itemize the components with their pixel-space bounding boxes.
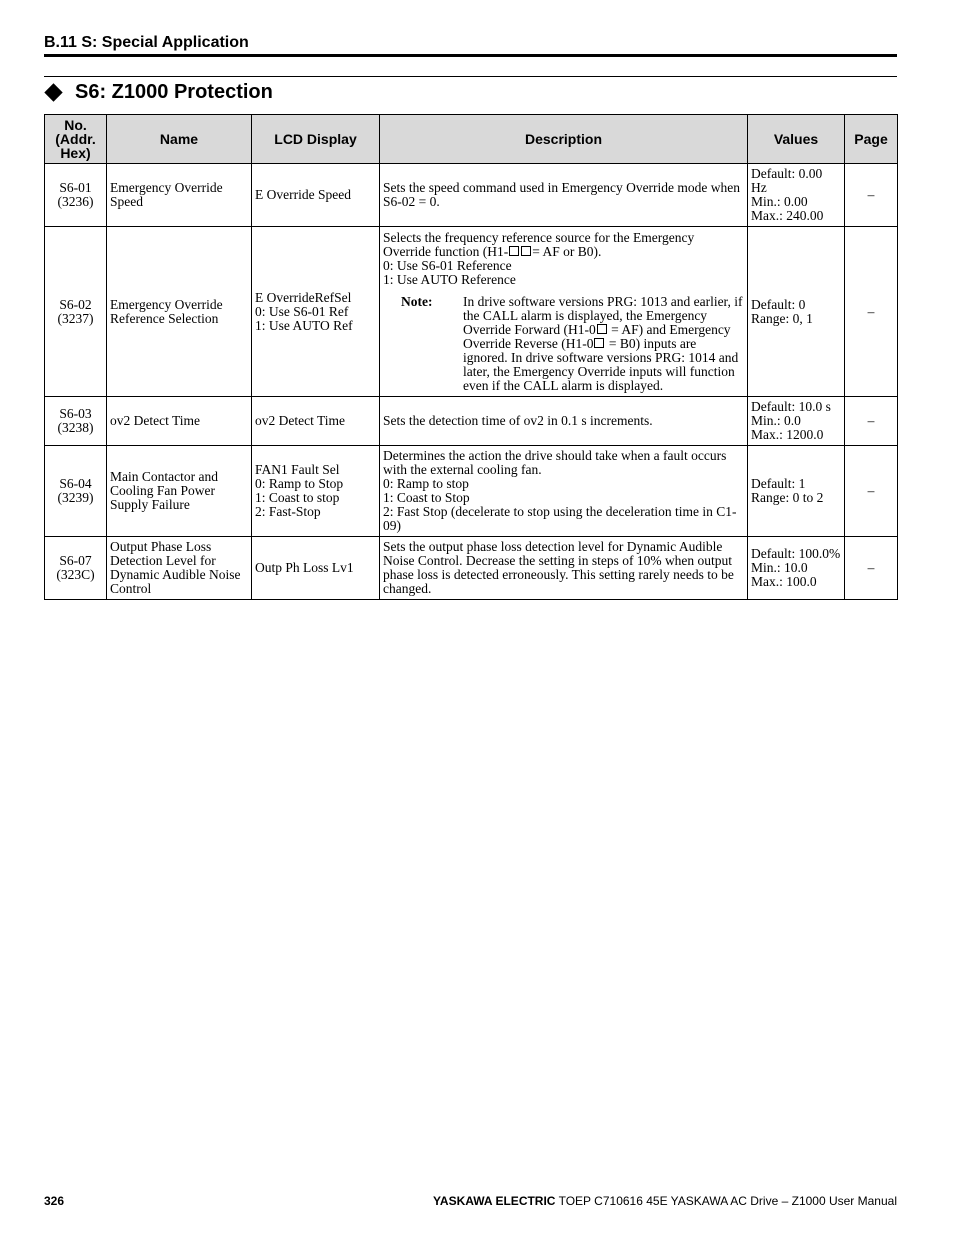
description-line: 0: Use S6-01 Reference <box>383 257 512 273</box>
description-line: 1: Coast to Stop <box>383 490 470 505</box>
param-name: Emergency Override Reference Selection <box>107 227 252 397</box>
param-number: S6-04 <box>59 476 92 491</box>
column-header-no: No. (Addr. Hex) <box>45 115 107 164</box>
note-block <box>383 295 744 393</box>
param-number: S6-02 <box>59 296 92 312</box>
value-line: Range: 0 to 2 <box>751 490 824 505</box>
param-address: (3238) <box>57 420 94 435</box>
note-text-part: = B0) inputs are ignored. In drive software versions PRG: 1014 and later, the Emergency Override inputs will function even if the CALL alarm is displayed. <box>463 335 739 393</box>
value-line: Default: 10.0 s <box>751 399 831 414</box>
page-cell: – <box>845 537 898 600</box>
lcd-line: 2: Fast-Stop <box>255 504 321 519</box>
table-row <box>45 537 898 600</box>
param-number-cell <box>45 537 107 600</box>
description-line: Sets the speed command used in Emergency Override mode when S6-02 = 0. <box>383 180 744 209</box>
value-line: Min.: 10.0 <box>751 560 808 575</box>
placeholder-box-icon <box>521 246 531 256</box>
title-row <box>44 80 273 104</box>
values-cell <box>748 537 845 600</box>
table-row <box>45 164 898 227</box>
note-text-part: In drive software versions PRG: 1013 and earlier, if the CALL alarm is displayed, the Emergency Override Forward (H1-0 <box>463 293 743 337</box>
placeholder-box-icon <box>594 338 604 348</box>
column-header-page: Page <box>845 115 898 164</box>
param-address: (3236) <box>57 194 94 209</box>
value-line: Default: 100.0% <box>751 546 841 561</box>
description-cell <box>380 397 748 446</box>
value-line: Min.: 0.0 <box>751 413 801 428</box>
note-label: Note: <box>401 293 433 309</box>
description-line: Sets the detection time of ov2 in 0.1 s increments. <box>383 413 653 428</box>
page-cell: – <box>845 164 898 227</box>
param-number: S6-01 <box>59 180 92 195</box>
placeholder-box-icon <box>509 246 519 256</box>
lcd-line: FAN1 Fault Sel <box>255 462 340 477</box>
parameter-table <box>44 114 898 600</box>
lcd-line: ov2 Detect Time <box>255 413 345 428</box>
page-cell: – <box>845 446 898 537</box>
column-header-name: Name <box>107 115 252 164</box>
description-cell <box>380 537 748 600</box>
description-line <box>383 231 744 259</box>
lcd-line: E Override Speed <box>255 187 351 202</box>
value-line: Range: 0, 1 <box>751 310 813 326</box>
value-line: Min.: 0.00 <box>751 194 808 209</box>
value-line: Default: 1 <box>751 476 806 491</box>
note-text <box>463 295 744 393</box>
section-header: B.11 S: Special Application <box>44 34 249 51</box>
param-number-cell <box>45 446 107 537</box>
param-name: Main Contactor and Cooling Fan Power Supply Failure <box>107 446 252 537</box>
diamond-bullet-icon <box>44 83 62 101</box>
description-line: Sets the output phase loss detection level for Dynamic Audible Noise Control. Decrease the setting in steps of 10% when output phase loss is detected erroneously. This setting rarely needs to be changed. <box>383 539 738 596</box>
column-header-values: Values <box>748 115 845 164</box>
param-name: ov2 Detect Time <box>107 397 252 446</box>
header-rule <box>44 54 897 57</box>
lcd-display-cell <box>252 446 380 537</box>
lcd-display-cell <box>252 397 380 446</box>
description-cell <box>380 446 748 537</box>
description-text: = AF or B0). <box>532 243 602 259</box>
lcd-line: E OverrideRefSel <box>255 289 352 305</box>
column-header-lcd: LCD Display <box>252 115 380 164</box>
note-text-part: = AF) and Emergency Override Reverse (H1-0 <box>463 321 731 351</box>
footer-brand: YASKAWA ELECTRIC <box>433 1194 556 1208</box>
table-row <box>45 397 898 446</box>
page-cell: – <box>845 227 898 397</box>
param-name: Emergency Override Speed <box>107 164 252 227</box>
page-title: S6: Z1000 Protection <box>75 80 273 103</box>
values-cell <box>748 227 845 397</box>
page-number: 326 <box>44 1194 65 1208</box>
value-line: Max.: 240.00 <box>751 208 824 223</box>
lcd-line: 1: Coast to stop <box>255 490 340 505</box>
lcd-line: 0: Ramp to Stop <box>255 476 344 491</box>
description-cell <box>380 164 748 227</box>
param-name: Output Phase Loss Detection Level for Dynamic Audible Noise Control <box>107 537 252 600</box>
description-line: 1: Use AUTO Reference <box>383 271 516 287</box>
lcd-line: 1: Use AUTO Ref <box>255 317 353 333</box>
values-cell <box>748 397 845 446</box>
column-header-description: Description <box>380 115 748 164</box>
footer-document-info <box>433 1194 897 1208</box>
title-rule <box>44 76 897 77</box>
lcd-display-cell <box>252 164 380 227</box>
value-line: Default: 0.00 Hz <box>751 166 826 195</box>
values-cell <box>748 446 845 537</box>
placeholder-box-icon <box>597 324 607 334</box>
param-address: (3237) <box>57 310 94 326</box>
values-cell <box>748 164 845 227</box>
param-number: S6-03 <box>59 406 92 421</box>
param-number-cell <box>45 397 107 446</box>
param-number-cell <box>45 164 107 227</box>
param-address: (3239) <box>57 490 94 505</box>
param-number-cell <box>45 227 107 397</box>
table-row <box>45 446 898 537</box>
table-header-row <box>45 115 898 164</box>
lcd-line: Outp Ph Loss Lv1 <box>255 560 354 575</box>
description-line: Determines the action the drive should take when a fault occurs with the external cooling fan. <box>383 448 730 477</box>
lcd-display-cell <box>252 227 380 397</box>
value-line: Max.: 100.0 <box>751 574 817 589</box>
param-number: S6-07 <box>59 553 92 568</box>
table-row <box>45 227 898 397</box>
lcd-display-cell <box>252 537 380 600</box>
value-line: Default: 0 <box>751 296 806 312</box>
description-text: Selects the frequency reference source for the Emergency Override function (H1- <box>383 229 698 259</box>
description-line: 2: Fast Stop (decelerate to stop using the deceleration time in C1-09) <box>383 504 737 533</box>
page-cell: – <box>845 397 898 446</box>
lcd-line: 0: Use S6-01 Ref <box>255 303 349 319</box>
param-address: (323C) <box>56 567 95 582</box>
description-cell <box>380 227 748 397</box>
footer-doc-title: TOEP C710616 45E YASKAWA AC Drive – Z1000 User Manual <box>555 1194 897 1208</box>
value-line: Max.: 1200.0 <box>751 427 824 442</box>
description-line: 0: Ramp to stop <box>383 476 469 491</box>
